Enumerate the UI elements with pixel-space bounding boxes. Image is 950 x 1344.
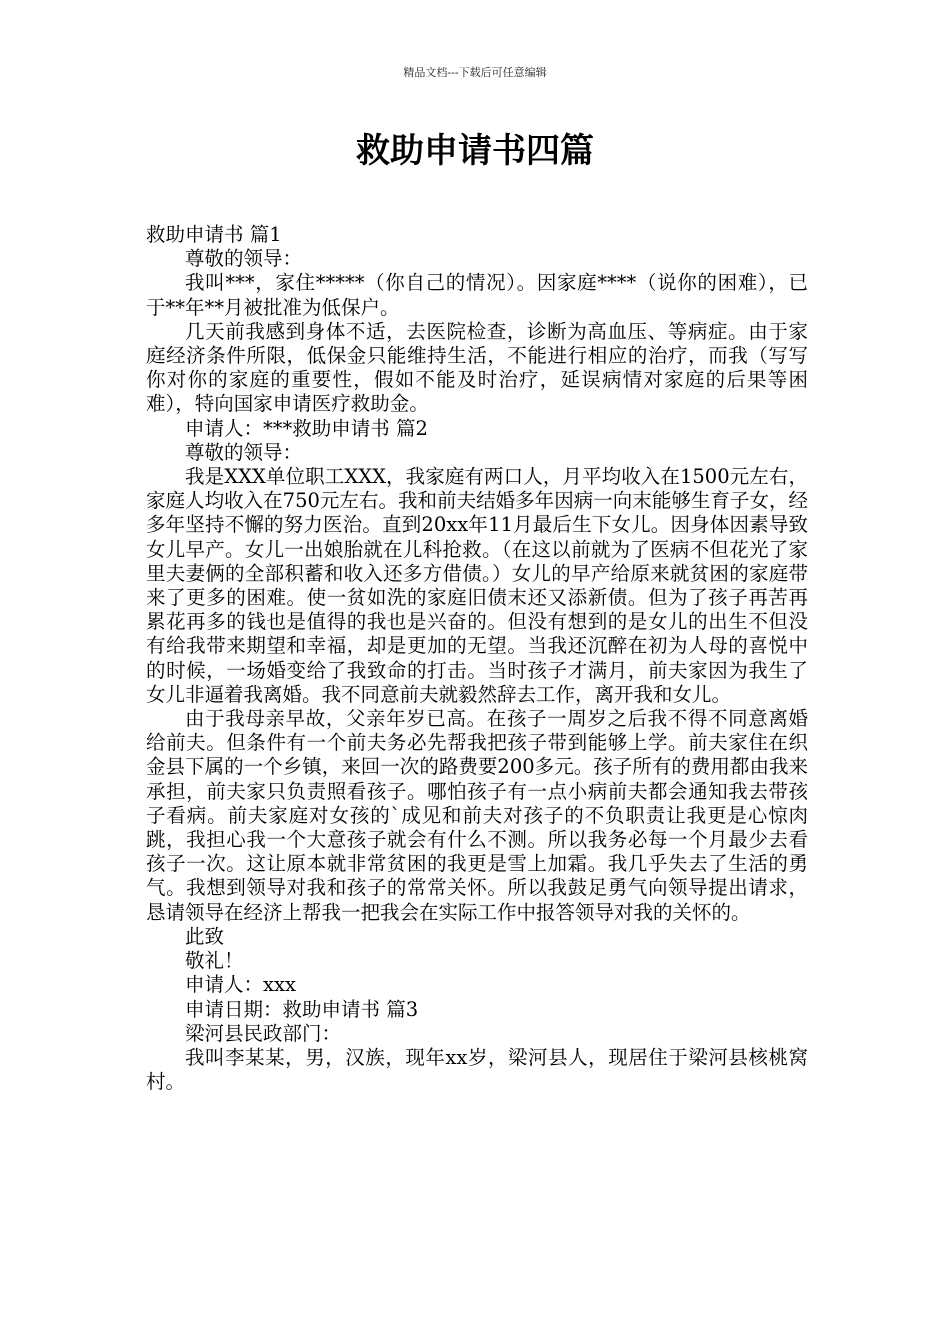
paragraph: 申请人：***救助申请书 篇2: [185, 416, 428, 440]
paragraph: 申请人：xxx: [185, 973, 296, 997]
paragraph: 我叫李某某，男，汉族，现年xx岁，梁河县人，现居住于梁河县核桃窝村。: [146, 1045, 808, 1094]
document-title: 救助申请书四篇: [356, 131, 594, 171]
paragraph: 尊敬的领导：: [185, 247, 303, 271]
header-note: 精品文档---下载后可任意编辑: [403, 66, 547, 79]
paragraph: 我叫***，家住*****（你自己的情况）。因家庭****（说你的困难），已于**年**月被批准为低保户。: [146, 271, 808, 319]
paragraph: 几天前我感到身体不适，去医院检查，诊断为高血压、等病症。由于家庭经济条件所限，低保金只能维持生活，不能进行相应的治疗，而我（写写你对你的家庭的重要性，假如不能及时治疗，延误病情对家庭的后果等困难），特向国家申请医疗救助金。: [146, 319, 808, 416]
paragraph: 申请日期：救助申请书 篇3: [185, 997, 419, 1021]
paragraph: 我是XXX单位职工XXX，我家庭有两口人，月平均收入在1500元左右，家庭人均收入在750元左右。我和前夫结婚多年因病一向末能够生育子女，经多年坚持不懈的努力医治。直到20xx年11月最后生下女儿。因身体因素导致女儿早产。女儿一出娘胎就在儿科抢救。（在这以前就为了医病不但花光了家里夫妻俩的全部积蓄和收入还多方借债。）女儿的早产给原来就贫困的家庭带来了更多的困难。使一贫如洗的家庭旧债末还又添新债。但为了孩子再苦再累花再多的钱也是值得的我也是兴奋的。但没有想到的是女儿的出生不但没有给我带来期望和幸福，却是更加的无望。当我还沉醉在初为人母的喜悦中的时候，一场婚变给了我致命的打击。当时孩子才满月，前夫家因为我生了女儿非逼着我离婚。我不同意前夫就毅然辞去工作，离开我和女儿。: [146, 465, 808, 706]
paragraph: 梁河县民政部门：: [185, 1021, 342, 1045]
document-body: [146, 223, 808, 1094]
paragraph: 敬礼！: [185, 949, 244, 973]
paragraph: 尊敬的领导：: [185, 440, 303, 464]
paragraph: 救助申请书 篇1: [146, 223, 282, 246]
paragraph: 此致: [185, 924, 225, 948]
paragraph: 由于我母亲早故，父亲年岁已高。在孩子一周岁之后我不得不同意离婚给前夫。但条件有一个前夫务必先帮我把孩子带到能够上学。前夫家住在织金县下属的一个乡镇，来回一次的路费要200多元。孩子所有的费用都由我来承担，前夫家只负责照看孩子。哪怕孩子有一点小病前夫都会通知我去带孩子看病。前夫家庭对女孩的`成见和前夫对孩子的不负职责让我更是心惊肉跳，我担心我一个大意孩子就会有什么不测。所以我务必每一个月最少去看孩子一次。这让原本就非常贫困的我更是雪上加霜。我几乎失去了生活的勇气。我想到领导对我和孩子的常常关怀。所以我鼓足勇气向领导提出请求，恳请领导在经济上帮我一把我会在实际工作中报答领导对我的关怀的。: [146, 707, 808, 924]
